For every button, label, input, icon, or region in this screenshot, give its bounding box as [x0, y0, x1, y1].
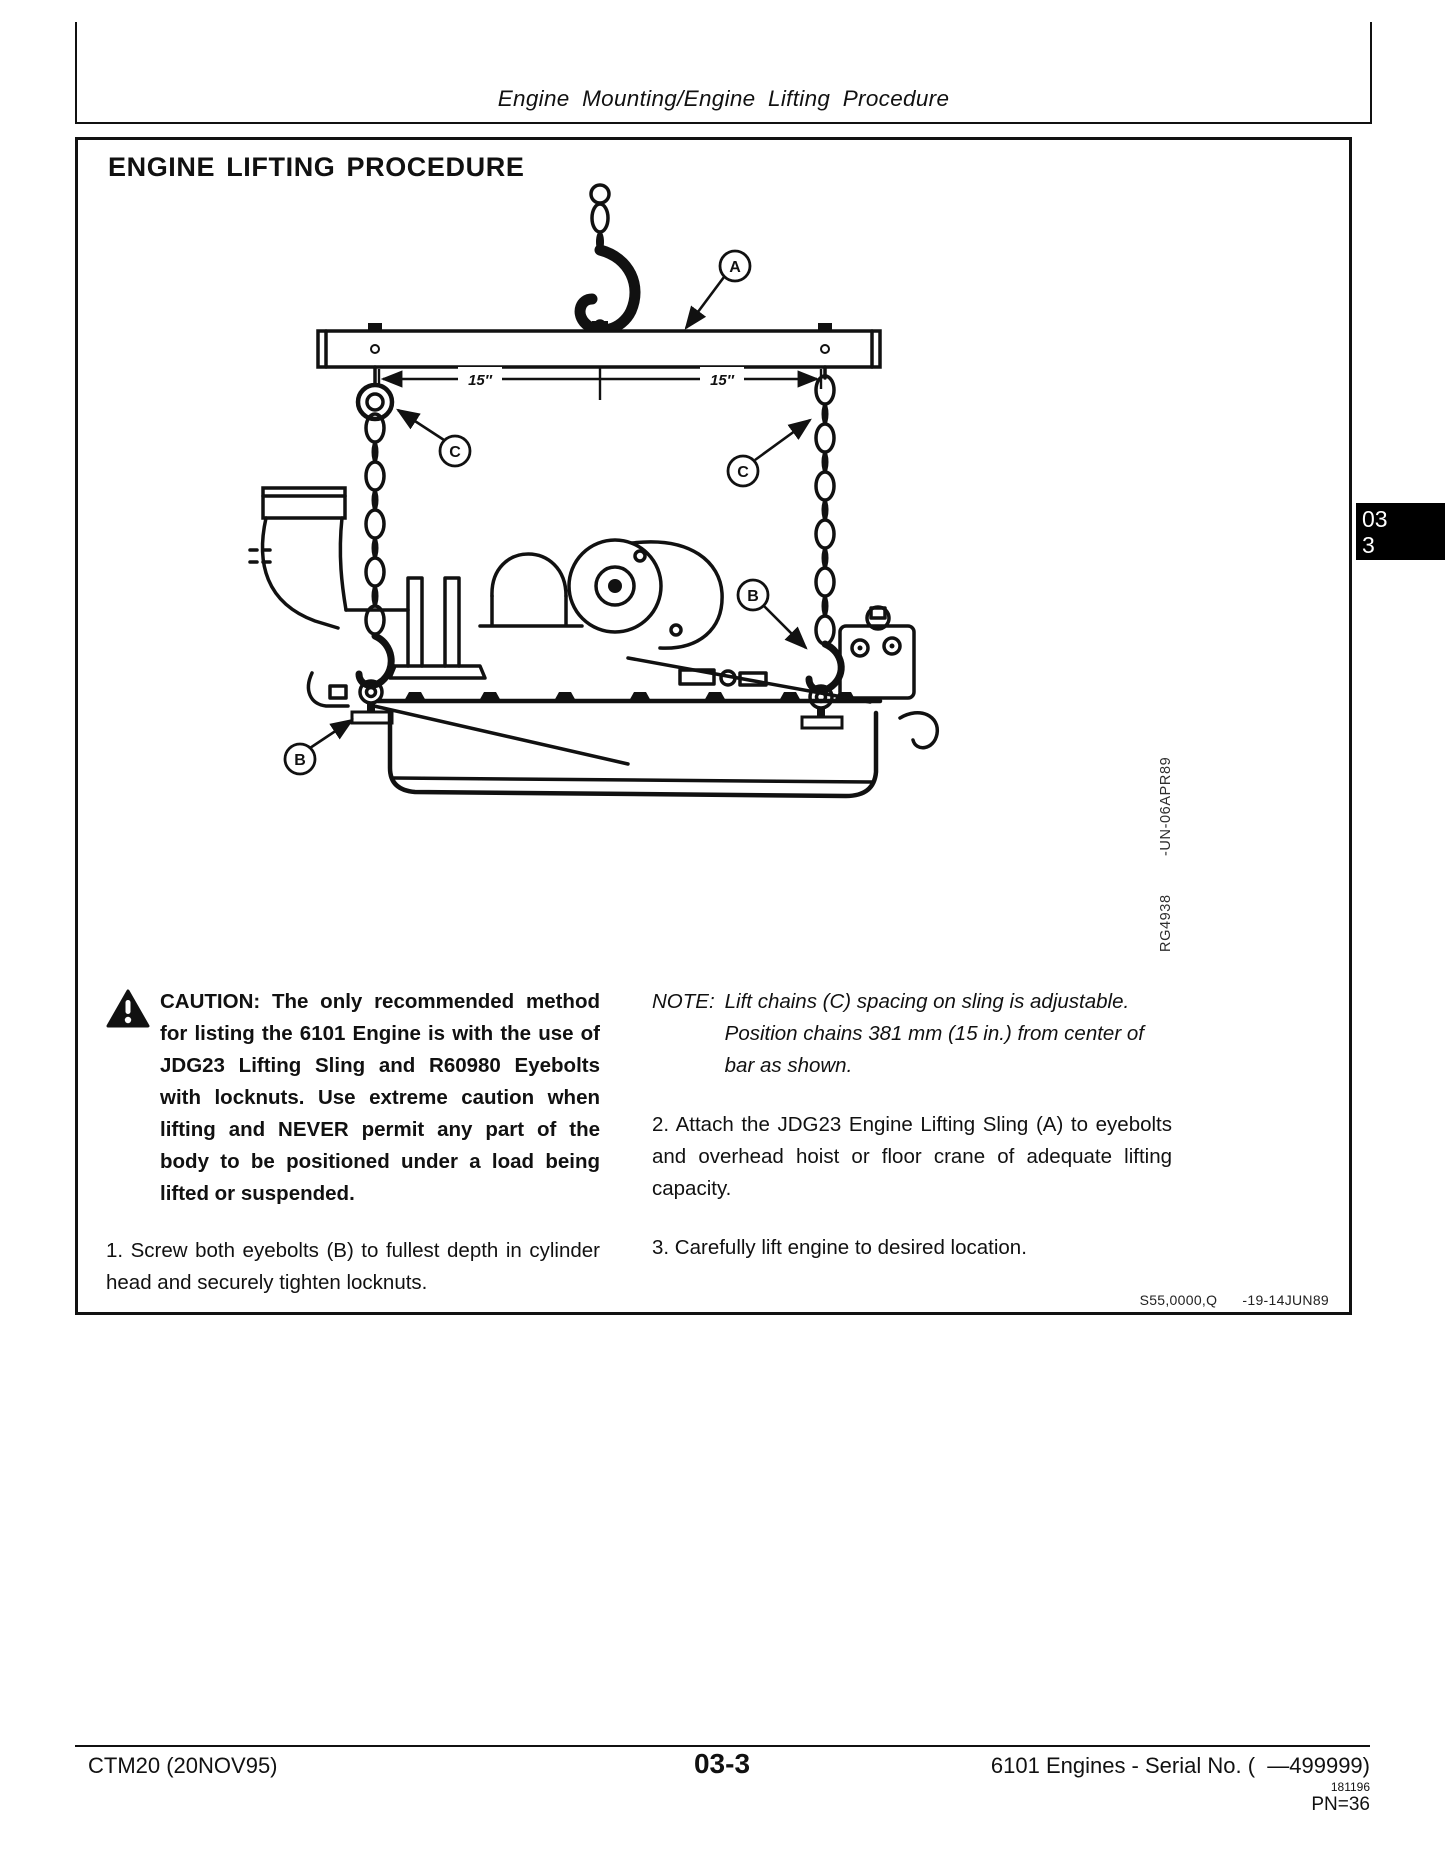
content-box	[75, 137, 1352, 1315]
callout-b-right	[738, 580, 806, 648]
step-2: 2. Attach the JDG23 Engine Lifting Sling (A) to eyebolts and overhead hoist or floor crane of adequate lifting capacity.	[652, 1113, 1172, 1200]
running-header-title: Engine Mounting/Engine Lifting Procedure	[497, 86, 950, 111]
chapter-tab	[1356, 503, 1445, 560]
footer-model-info: 6101 Engines - Serial No. ( —499999)	[990, 1753, 1370, 1778]
footer-manual-id: CTM20 (20NOV95)	[88, 1753, 278, 1778]
left-lift-chain	[352, 367, 392, 723]
figure-credit-id: RG4938	[1158, 894, 1174, 952]
note-text: Lift chains (C) spacing on sling is adjustable. Position chains 381 mm (15 in.) from center of bar as shown.	[724, 990, 1144, 1077]
callout-b-right-label: B	[747, 588, 759, 605]
callout-c-right-label: C	[737, 464, 749, 481]
callout-a	[686, 251, 750, 328]
figure-credit-date: -UN-06APR89	[1158, 756, 1174, 856]
callout-c-left	[398, 410, 470, 466]
warning-triangle-icon	[106, 989, 150, 1029]
note-label: NOTE:	[652, 990, 715, 1013]
callout-c-left-label: C	[449, 444, 461, 461]
body-columns	[106, 986, 1321, 1299]
chapter-tab-line1: 03	[1362, 506, 1388, 532]
callout-b-left-label: B	[294, 752, 306, 769]
callout-c-right	[728, 420, 810, 486]
note-block	[652, 986, 1172, 1082]
caution-text: CAUTION: The only recommended method for listing the 6101 Engine is with the use of JDG23 Lifting Sling and R60980 Eyebolts with locknuts. Use extreme caution when lifting and NEVER permit any part of the body to be positioned under a load being lifted or suspended.	[160, 990, 600, 1205]
footer-print-code: 181196	[1330, 1780, 1370, 1794]
dim-right-label: 15″	[710, 372, 734, 389]
running-header	[75, 22, 1372, 124]
section-stamp: S55,0000,Q -19-14JUN89	[1139, 1292, 1329, 1308]
left-column	[106, 986, 600, 1299]
step-1: 1. Screw both eyebolts (B) to fullest depth in cylinder head and securely tighten locknuts.	[106, 1239, 600, 1294]
footer-rule	[75, 1745, 1370, 1747]
footer-page-number: 03-3	[693, 1748, 751, 1779]
right-column	[652, 986, 1172, 1299]
dim-left-label: 15″	[468, 372, 492, 389]
page-title: ENGINE LIFTING PROCEDURE	[108, 152, 525, 182]
dimension-15in	[379, 367, 821, 400]
footer-pn: PN=36	[1311, 1794, 1370, 1815]
engine-lifting-drawing	[80, 178, 1345, 828]
step-3: 3. Carefully lift engine to desired location.	[652, 1236, 1027, 1259]
callout-b-left	[285, 720, 352, 774]
engine-lifting-figure	[80, 178, 1345, 828]
lifting-sling-bar	[318, 321, 880, 367]
chapter-tab-line2: 3	[1362, 532, 1375, 558]
caution-block	[106, 986, 600, 1210]
callout-a-label: A	[729, 259, 741, 276]
